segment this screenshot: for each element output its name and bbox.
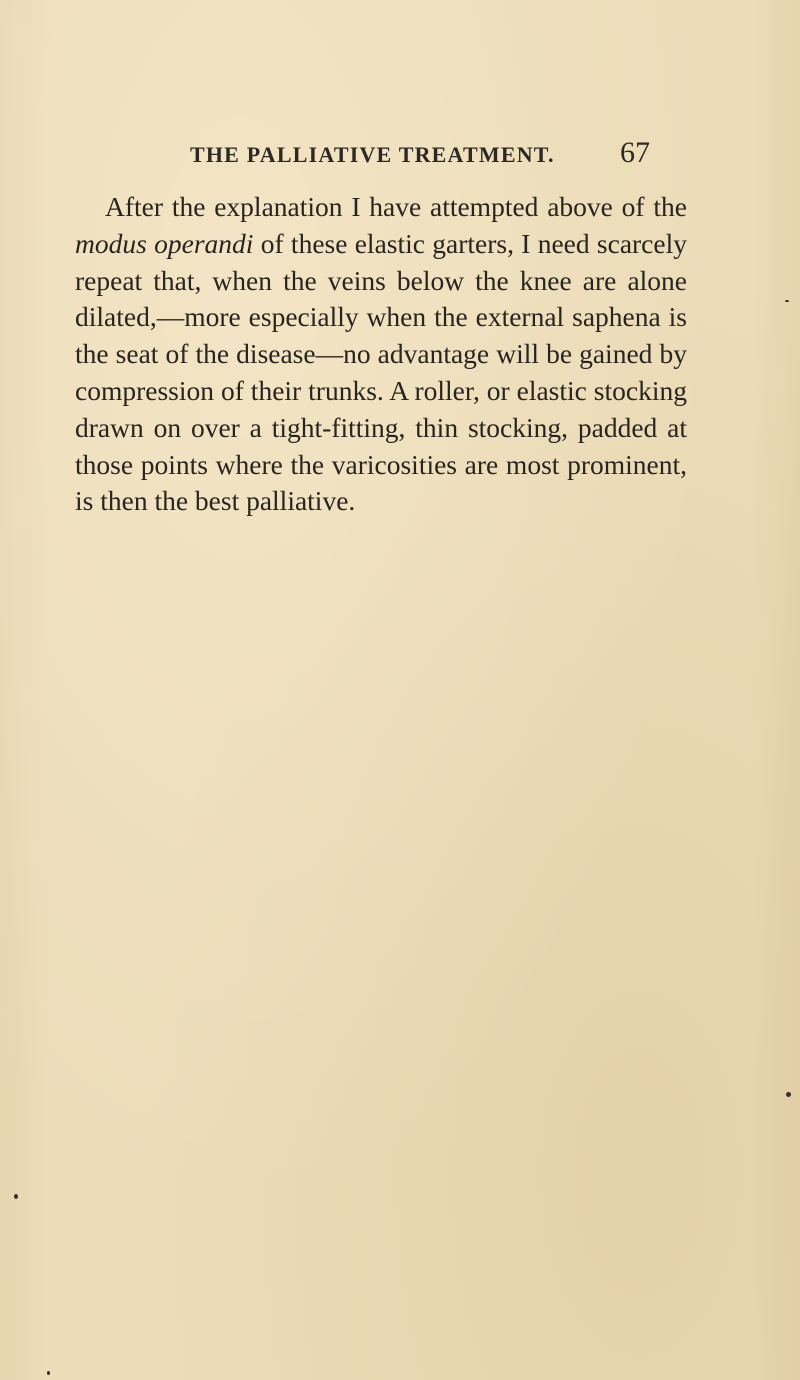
italic-phrase: modus operandi	[75, 227, 254, 259]
paper-speck	[14, 1194, 18, 1199]
paragraph-text-end: of these elastic garters, I need scarcely repeat that, when the veins below the knee are alone dilated,—more especially when the external saphena is the seat of the disease—no advantage will be gained by compression of their trunks. A roller, or elastic stocking drawn on over a tight-fitting, thin stocking, padded at those points where the varicosities are most prominent, is then the best palliative.	[75, 227, 687, 517]
paragraph-text-start: After the explanation I have attempted above of the	[105, 191, 687, 222]
running-head	[190, 136, 650, 176]
body-text	[75, 189, 687, 520]
paper-speck	[47, 1371, 50, 1375]
paper-speck	[786, 1092, 791, 1097]
paper-speck	[785, 300, 789, 302]
running-title: THE PALLIATIVE TREATMENT.	[190, 142, 555, 167]
paragraph	[75, 189, 687, 520]
page-number: 67	[620, 136, 650, 169]
